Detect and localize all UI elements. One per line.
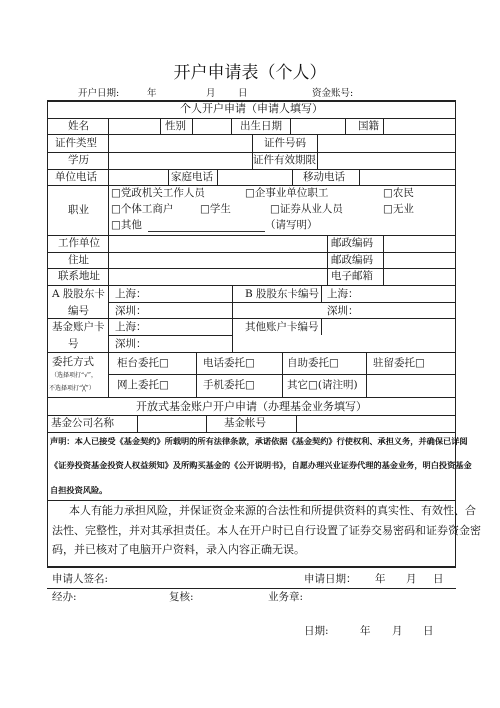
open-date-day: 日 [238, 88, 248, 99]
column-divider [290, 118, 291, 134]
id-number-label: 证件号码 [264, 137, 306, 149]
address-label: 住址 [68, 254, 89, 266]
mobile-entrust-option[interactable]: 手机委托□ [203, 379, 255, 391]
column-divider [108, 118, 109, 235]
column-divider [232, 285, 233, 352]
column-divider [231, 118, 232, 134]
apply-date-month: 月 [406, 573, 417, 585]
staff-date-month: 月 [392, 625, 403, 637]
b-share-card-label: B 股股东卡编号 [245, 288, 320, 300]
occupation-label: 职业 [68, 204, 89, 216]
business-stamp-label: 业务章: [268, 591, 304, 603]
row-divider [47, 397, 456, 398]
section2-title: 开放式基金账户开户申请（办理基金业务填写） [136, 400, 367, 413]
mobile-phone-label: 移动电话 [303, 171, 345, 183]
signature-divider [47, 588, 456, 589]
table-bottom-border [47, 566, 456, 568]
occupation-option[interactable]: □其他 [111, 219, 142, 231]
apply-date-day: 日 [433, 573, 444, 585]
a-share-shenzhen: 深圳： [115, 305, 147, 317]
section1-title: 个人开户申请（申请人填写） [180, 102, 323, 115]
fund-card-label: 号 [68, 338, 79, 350]
table-left-border [47, 100, 48, 567]
column-divider [292, 169, 293, 185]
column-divider [282, 352, 283, 397]
row-divider [108, 335, 232, 336]
column-divider [317, 134, 318, 169]
column-divider [359, 169, 360, 185]
occupation-other-line [148, 231, 265, 232]
column-divider [160, 118, 161, 134]
staff-date-label: 日期: [304, 625, 329, 637]
occupation-option[interactable]: □证券从业人员 [270, 203, 343, 215]
table-right-border [455, 100, 456, 567]
entrust-note: （选择项打“√”， [51, 372, 97, 379]
statement-line: 《证券投资基金投资人权益须知》及所购买基金的《公开说明书》，自愿办理兴业证券代理的基金业务，明白投资基金 [50, 460, 472, 470]
occupation-note: （请写明） [265, 219, 318, 231]
declaration-line: 本人有能力承担风险，并保证资金来源的合法性和所提供资料的真实性、有效性、合 [69, 504, 476, 517]
occupation-option[interactable]: □企事业单位职工 [245, 187, 329, 199]
column-divider [196, 352, 197, 397]
column-divider [345, 118, 346, 134]
open-date-year: 年 [147, 88, 157, 99]
occupation-option[interactable]: □个体工商户 [111, 203, 174, 215]
education-label: 学历 [68, 154, 89, 166]
row-divider [47, 500, 456, 501]
occupation-option[interactable]: □无业 [383, 203, 414, 215]
fund-card-shenzhen: 深圳： [115, 338, 147, 350]
column-divider [383, 235, 384, 285]
postcode-label: 邮政编码 [331, 237, 373, 249]
entrust-label: 委托方式 [52, 356, 94, 368]
onsite-entrust-option[interactable]: 驻留委托□ [373, 357, 425, 369]
counter-entrust-option[interactable]: 柜台委托□ [117, 357, 169, 369]
b-share-shenzhen: 深圳： [327, 305, 359, 317]
column-divider [383, 118, 384, 134]
home-phone-label: 家庭电话 [171, 171, 213, 183]
id-type-label: 证件类型 [55, 137, 97, 149]
column-divider [108, 235, 109, 397]
occupation-option[interactable]: □学生 [200, 203, 231, 215]
column-divider [321, 318, 322, 335]
birth-date-label: 出生日期 [240, 120, 282, 132]
staff-date-year: 年 [360, 625, 371, 637]
statement-line: 声明：本人已接受《基金契约》所载明的所有法律条款，承诺依据《基金契约》行使权利、承担义务，并确保已详阅 [50, 436, 468, 446]
name-label: 姓名 [68, 120, 89, 132]
a-share-card-label: A 股股东卡 [52, 288, 105, 300]
open-date-label: 开户日期: [78, 88, 120, 99]
statement-line: 自担投资风险。 [50, 485, 108, 495]
online-entrust-option[interactable]: 网上委托□ [117, 379, 169, 391]
entrust-note: 不选择项打“╳”） [49, 385, 95, 392]
fund-company-label: 基金公司名称 [51, 417, 114, 429]
handler-label: 经办: [52, 591, 77, 603]
column-divider [168, 169, 169, 185]
self-service-entrust-option[interactable]: 自助委托□ [287, 357, 339, 369]
open-date-month: 月 [206, 88, 216, 99]
phone-entrust-option[interactable]: 电话委托□ [203, 357, 255, 369]
row-divider [108, 302, 455, 303]
staff-date-day: 日 [423, 625, 434, 637]
row-divider [47, 415, 456, 416]
gender-label: 性别 [165, 120, 186, 132]
work-phone-label: 单位电话 [55, 171, 97, 183]
declaration-line: 法性、完整性，并对其承担责任。本人在开户时已自行设置了证券交易密码和证券资金密 [52, 524, 481, 537]
workplace-label: 工作单位 [58, 237, 100, 249]
other-card-label: 其他账户卡编号 [245, 321, 319, 333]
b-share-shanghai: 上海： [327, 288, 359, 300]
apply-date-year: 年 [375, 573, 386, 585]
row-divider [47, 432, 456, 433]
fund-card-label: 基金账户卡 [52, 321, 105, 333]
applicant-signature-label: 申请人签名: [52, 573, 109, 585]
reviewer-label: 复核: [169, 591, 194, 603]
column-divider [296, 415, 297, 432]
column-divider [206, 415, 207, 432]
column-divider [366, 352, 367, 397]
column-divider [327, 235, 328, 285]
id-valid-period-label: 证件有效期限 [253, 154, 316, 166]
fund-account-number-label: 基金帐号 [224, 417, 266, 429]
a-share-shanghai: 上海： [115, 288, 147, 300]
page-title: 开户申请表（个人） [173, 63, 327, 83]
column-divider [217, 169, 218, 185]
declaration-line: 码，并已核对了电脑开户资料，录入内容正确无误。 [52, 543, 305, 556]
email-label: 电子邮箱 [331, 270, 373, 282]
column-divider [321, 285, 322, 302]
nationality-label: 国籍 [358, 120, 379, 132]
apply-date-label: 申请日期： [304, 573, 357, 585]
postcode-label: 邮政编码 [331, 254, 373, 266]
occupation-option[interactable]: □党政机关工作人员 [111, 187, 205, 199]
occupation-option[interactable]: □农民 [383, 187, 414, 199]
fund-account-label: 资金账号: [312, 88, 354, 99]
contact-address-label: 联系地址 [58, 270, 100, 282]
a-share-card-label: 编号 [68, 305, 89, 317]
other-entrust-option[interactable]: 其它□(请注明) [287, 379, 358, 391]
fund-card-shanghai: 上海： [115, 321, 147, 333]
column-divider [137, 415, 138, 432]
column-divider [192, 118, 193, 134]
